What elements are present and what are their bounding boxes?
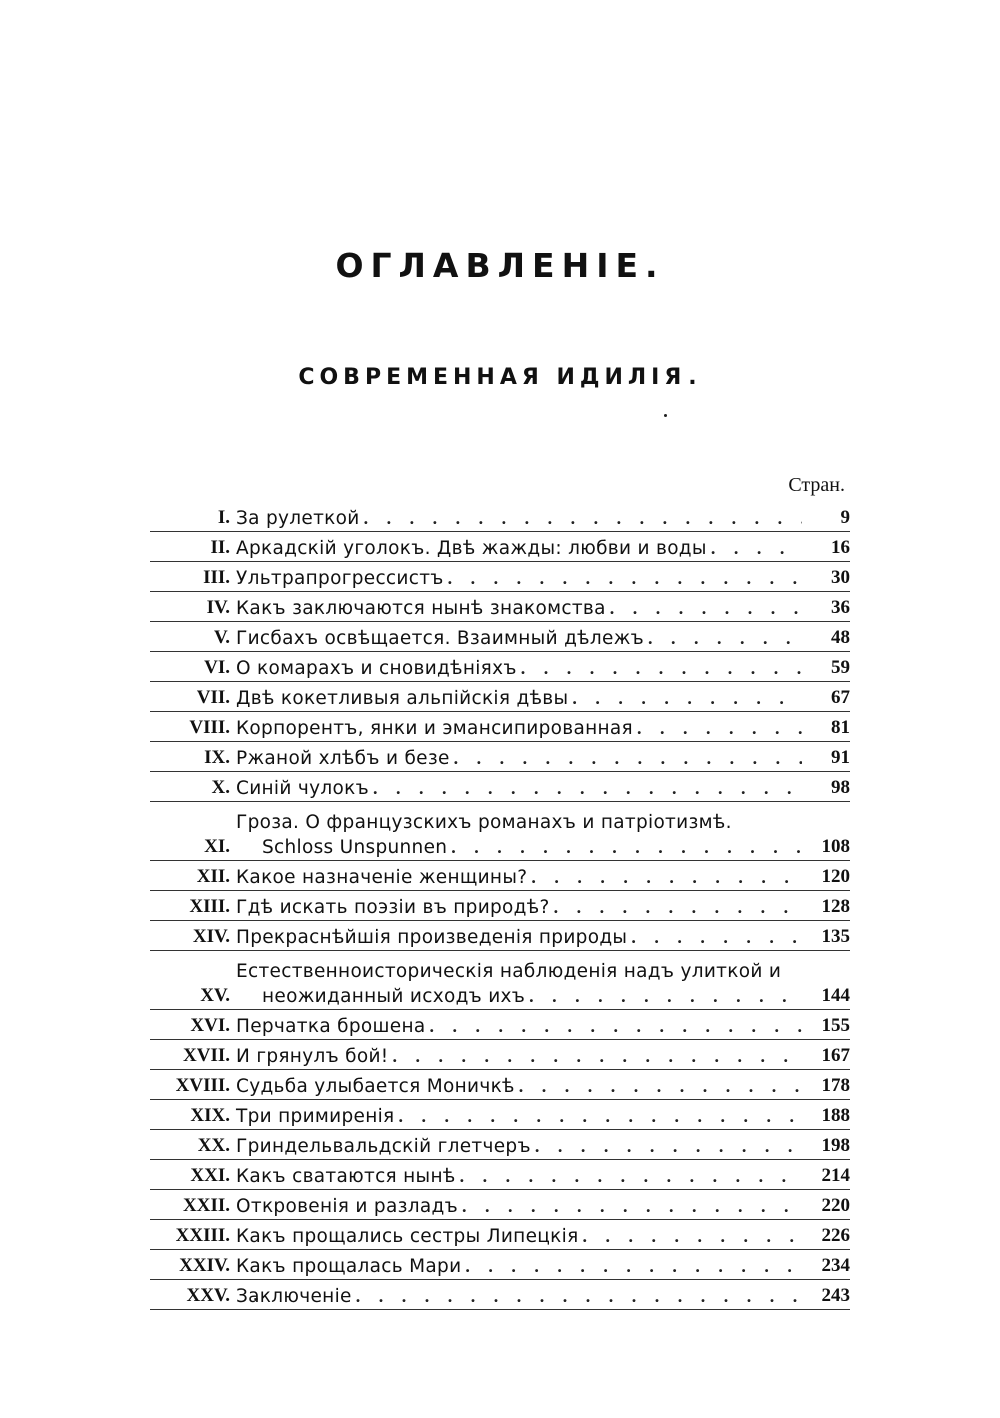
page-number: 135 — [821, 926, 850, 947]
chapter-title: За рулеткой — [236, 508, 360, 529]
chapter-line — [236, 927, 802, 950]
page-number: 234 — [821, 1255, 850, 1276]
chapter-line — [236, 748, 802, 771]
chapter-number: I. — [217, 507, 230, 528]
toc-entry — [150, 1100, 850, 1130]
chapter-body — [230, 718, 802, 741]
chapter-line — [236, 1286, 802, 1309]
toc-entry — [150, 652, 850, 682]
table-of-contents — [150, 502, 850, 1310]
chapter-title: Какъ прощались сестры Липецкія — [236, 1226, 579, 1247]
dot-leader — [461, 1256, 802, 1279]
page-number: 188 — [821, 1105, 850, 1126]
chapter-line — [236, 568, 802, 591]
chapter-number: XXIV. — [179, 1255, 230, 1276]
chapter-number: XXV. — [186, 1285, 230, 1306]
chapter-number: XXI. — [190, 1165, 230, 1186]
toc-entry — [150, 742, 850, 772]
toc-entry — [150, 772, 850, 802]
chapter-title: И грянулъ бой! — [236, 1046, 389, 1067]
dot-leader — [606, 598, 802, 621]
chapter-title: Прекраснѣйшія произведенія природы — [236, 927, 628, 948]
chapter-body — [230, 1136, 802, 1159]
chapter-line — [236, 1226, 802, 1249]
dot-leader — [389, 1046, 803, 1069]
chapter-number: II. — [210, 537, 230, 558]
page-number: 155 — [821, 1015, 850, 1036]
chapter-title: Какое назначеніе женщины? — [236, 867, 528, 888]
chapter-title: Гисбахъ освѣщается. Взаимный дѣлежъ — [236, 628, 645, 649]
toc-entry — [150, 1010, 850, 1040]
chapter-title: Синій чулокъ — [236, 778, 369, 799]
dot-leader — [444, 568, 802, 591]
chapter-line — [236, 1016, 802, 1039]
chapter-body — [230, 628, 802, 651]
chapter-number: XVIII. — [175, 1075, 230, 1096]
chapter-line — [236, 1106, 802, 1129]
page-number: 214 — [821, 1165, 850, 1186]
dot-leader — [568, 688, 802, 711]
page-number: 30 — [831, 567, 850, 588]
chapter-line — [236, 1196, 802, 1219]
chapter-line — [236, 867, 802, 890]
chapter-number: XIII. — [189, 896, 230, 917]
dot-leader — [369, 778, 802, 801]
chapter-title: Три примиренія — [236, 1106, 395, 1127]
chapter-number: XIV. — [192, 926, 230, 947]
toc-entry — [150, 592, 850, 622]
chapter-body — [230, 957, 802, 1009]
toc-entry — [150, 861, 850, 891]
dot-leader — [550, 897, 802, 920]
chapter-body — [230, 748, 802, 771]
chapter-number: V. — [213, 627, 230, 648]
chapter-line — [236, 1136, 802, 1159]
chapter-number: XII. — [196, 866, 230, 887]
toc-entry — [150, 532, 850, 562]
page-number: 67 — [831, 687, 850, 708]
chapter-line — [236, 986, 802, 1009]
dot-leader — [527, 867, 802, 890]
toc-entry — [150, 891, 850, 921]
chapter-body — [230, 508, 802, 531]
toc-entry — [150, 802, 850, 861]
chapter-title: Аркадскій уголокъ. Двѣ жажды: любви и воды — [236, 538, 707, 559]
toc-entry — [150, 1250, 850, 1280]
chapter-number: XX. — [197, 1135, 230, 1156]
toc-entry — [150, 1070, 850, 1100]
chapter-body — [230, 1256, 802, 1279]
chapter-title: Гриндельвальдскій глетчеръ — [236, 1136, 531, 1157]
chapter-line — [236, 718, 802, 741]
page-number: 178 — [821, 1075, 850, 1096]
chapter-body — [230, 568, 802, 591]
page-number: 48 — [831, 627, 850, 648]
dot-leader — [394, 1106, 802, 1129]
chapter-number: IX. — [204, 747, 230, 768]
toc-entry — [150, 951, 850, 1010]
chapter-body — [230, 867, 802, 890]
dot-leader — [633, 718, 802, 741]
page-number: 108 — [821, 836, 850, 857]
chapter-number: XXII. — [183, 1195, 230, 1216]
chapter-number: VII. — [196, 687, 230, 708]
dot-leader — [360, 508, 802, 531]
toc-entry — [150, 1220, 850, 1250]
chapter-line — [236, 1046, 802, 1069]
chapter-line — [236, 658, 802, 681]
chapter-title: Откровенія и разладъ — [236, 1196, 458, 1217]
chapter-title: Гроза. О французскихъ романахъ и патріотизмѣ. — [236, 812, 732, 833]
chapter-body — [230, 1016, 802, 1039]
chapter-title: Какъ прощалась Мари — [236, 1256, 462, 1277]
chapter-title: Какъ заключаются нынѣ знакомства — [236, 598, 606, 619]
chapter-number: XIX. — [190, 1105, 230, 1126]
chapter-number: XI. — [204, 836, 230, 857]
chapter-title: Гдѣ искать поэзіи въ природѣ? — [236, 897, 550, 918]
chapter-line — [236, 628, 802, 651]
chapter-number: IV. — [206, 597, 230, 618]
toc-entry — [150, 1160, 850, 1190]
chapter-body — [230, 897, 802, 920]
dot-leader — [525, 986, 802, 1009]
dot-leader — [456, 1166, 802, 1189]
page-number: 59 — [831, 657, 850, 678]
chapter-number: XV. — [200, 985, 230, 1006]
chapter-line — [236, 1166, 802, 1189]
chapter-body — [230, 598, 802, 621]
chapter-title: Естественноисторическія наблюденія надъ улиткой и — [236, 961, 782, 982]
page-number: 9 — [840, 507, 850, 528]
chapter-body — [230, 1226, 802, 1249]
chapter-line — [236, 598, 802, 621]
section-title-stop: . — [688, 365, 702, 390]
chapter-line — [236, 897, 802, 920]
toc-entry — [150, 562, 850, 592]
chapter-line — [236, 1076, 802, 1099]
section-title-text: СОВРЕМЕННАЯ ИДИЛІЯ — [298, 365, 687, 390]
page-number: 220 — [821, 1195, 850, 1216]
chapter-line — [236, 837, 802, 860]
chapter-title: Ржаной хлѣбъ и безе — [236, 748, 450, 769]
chapter-body — [230, 538, 802, 561]
chapter-number: XVI. — [190, 1015, 230, 1036]
chapter-body — [230, 927, 802, 950]
dot-leader — [450, 748, 802, 771]
dot-leader — [531, 1136, 802, 1159]
chapter-body — [230, 688, 802, 711]
toc-entry — [150, 1130, 850, 1160]
chapter-body — [230, 1076, 802, 1099]
page-number: 120 — [821, 866, 850, 887]
dot-leader — [425, 1016, 802, 1039]
chapter-number: XVII. — [183, 1045, 230, 1066]
page-number: 36 — [831, 597, 850, 618]
dot-leader — [352, 1286, 802, 1309]
dot-leader — [515, 1076, 802, 1099]
toc-entry — [150, 921, 850, 951]
chapter-body — [230, 1166, 802, 1189]
chapter-title: Какъ сватаются нынѣ — [236, 1166, 456, 1187]
toc-entry — [150, 712, 850, 742]
chapter-line — [236, 688, 802, 711]
dot-leader — [447, 837, 802, 860]
chapter-number: XXIII. — [175, 1225, 230, 1246]
page-number: 16 — [831, 537, 850, 558]
chapter-body — [230, 808, 802, 860]
toc-entry — [150, 1040, 850, 1070]
chapter-number: III. — [203, 567, 230, 588]
toc-entry — [150, 622, 850, 652]
page-number: 198 — [821, 1135, 850, 1156]
chapter-line — [236, 778, 802, 801]
dot-leader — [707, 538, 802, 561]
chapter-number: X. — [211, 777, 230, 798]
page-number: 243 — [821, 1285, 850, 1306]
page-number: 128 — [821, 896, 850, 917]
chapter-title: Судьба улыбается Моничкѣ — [236, 1076, 515, 1097]
page-number: 167 — [821, 1045, 850, 1066]
toc-entry — [150, 682, 850, 712]
chapter-title-continued: неожиданный исходъ ихъ — [262, 986, 526, 1007]
print-speck — [664, 414, 667, 417]
toc-entry — [150, 502, 850, 532]
dot-leader — [627, 927, 802, 950]
dot-leader — [458, 1196, 802, 1219]
chapter-number: VI. — [204, 657, 230, 678]
chapter-title: Корпорентъ, янки и эманcипированная — [236, 718, 633, 739]
chapter-line — [236, 538, 802, 561]
toc-entry — [150, 1190, 850, 1220]
page-number: 144 — [821, 985, 850, 1006]
page-column-label: Стран. — [788, 474, 845, 496]
chapter-body — [230, 1046, 802, 1069]
page-number: 91 — [831, 747, 850, 768]
page-title: ОГЛАВЛЕНІЕ. — [335, 246, 665, 285]
chapter-body — [230, 1286, 802, 1309]
chapter-title: Перчатка брошена — [236, 1016, 426, 1037]
page-number: 81 — [831, 717, 850, 738]
dot-leader — [517, 658, 802, 681]
chapter-number: VIII. — [189, 717, 230, 738]
dot-leader — [644, 628, 802, 651]
page-number: 98 — [831, 777, 850, 798]
chapter-line — [236, 1256, 802, 1279]
chapter-body — [230, 1196, 802, 1219]
toc-entry — [150, 1280, 850, 1310]
page-number: 226 — [821, 1225, 850, 1246]
chapter-body — [230, 658, 802, 681]
chapter-title: Заключеніе — [236, 1286, 352, 1307]
chapter-title: О комарахъ и сновидѣніяхъ — [236, 658, 517, 679]
chapter-body — [230, 1106, 802, 1129]
chapter-title: Двѣ кокетливыя альпійскія дѣвы — [236, 688, 569, 709]
chapter-body — [230, 778, 802, 801]
chapter-line — [236, 508, 802, 531]
chapter-title: Ультрапрогрессистъ — [236, 568, 444, 589]
chapter-title-continued: Schloss Unspunnen — [262, 837, 448, 858]
dot-leader — [579, 1226, 803, 1249]
section-title — [0, 365, 1000, 390]
